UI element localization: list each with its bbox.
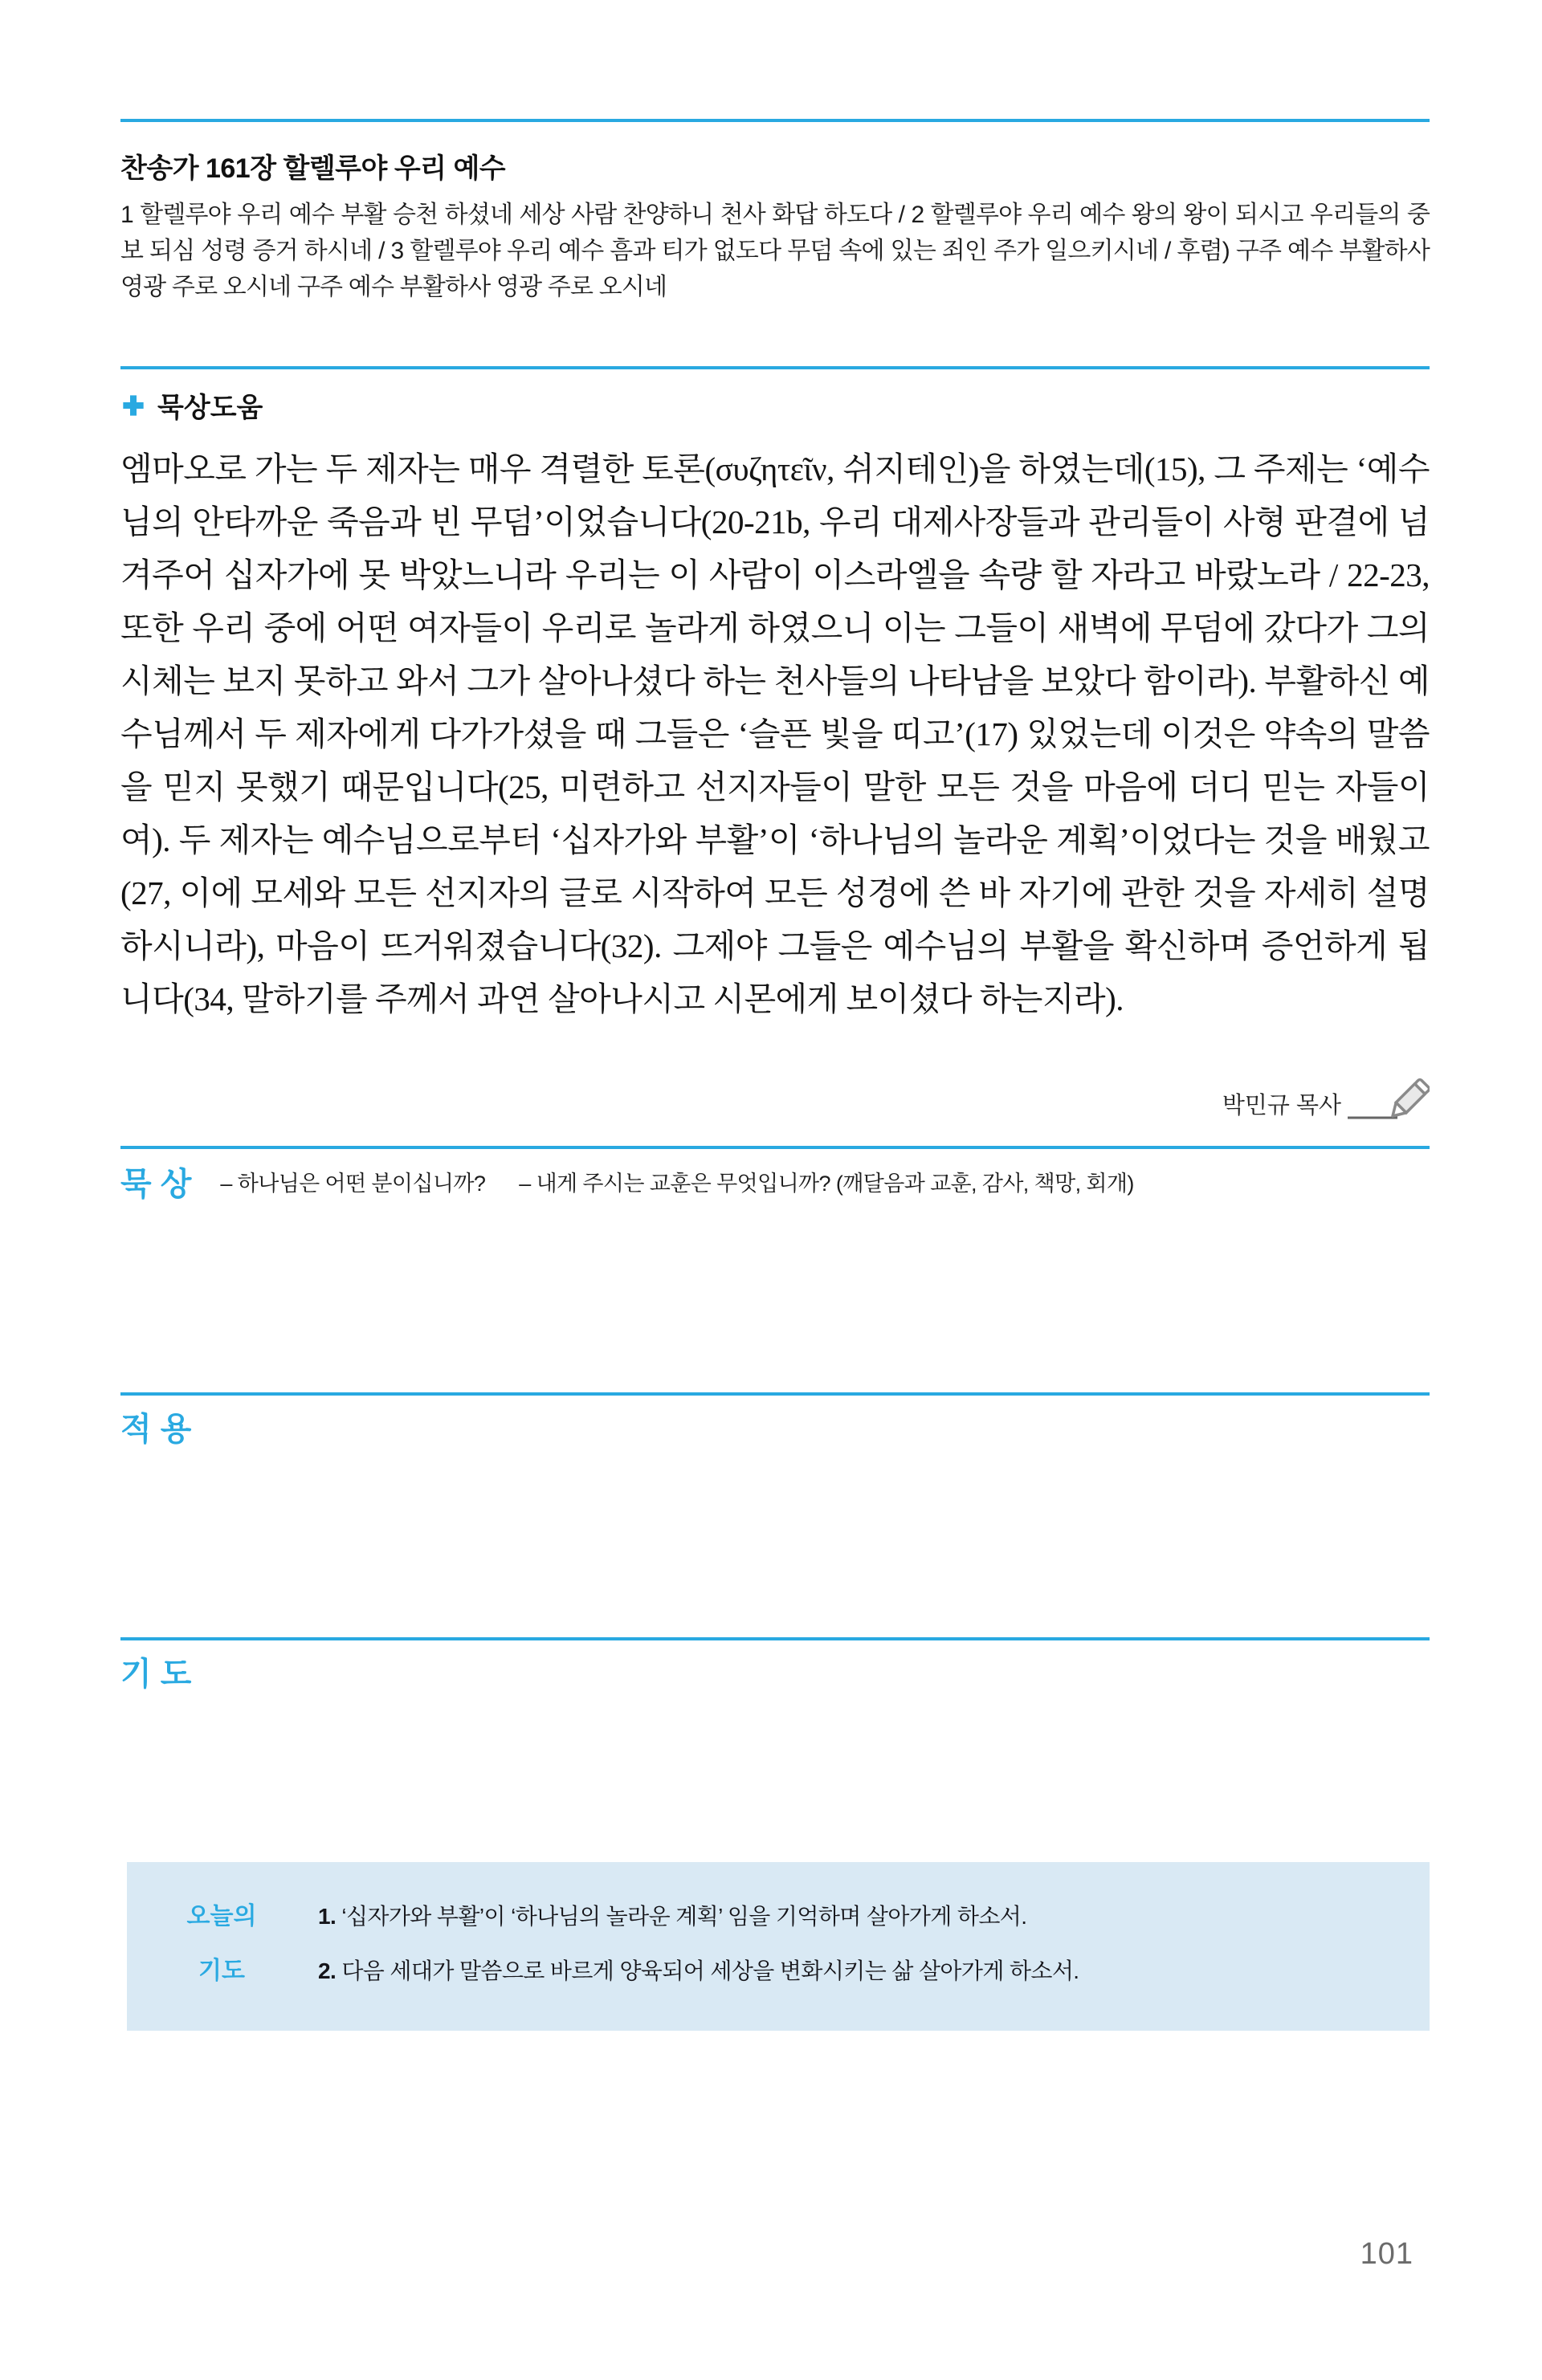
meditation-help-divider: [120, 366, 1430, 369]
todays-prayer-label-line2: 기도: [198, 1958, 245, 1984]
hymn-title: 찬송가 161장 할렐루야 우리 예수: [120, 153, 506, 184]
meditation-divider: [120, 1146, 1430, 1149]
author-name: 박민규 목사: [1222, 1093, 1341, 1119]
pencil-icon: [1346, 1072, 1430, 1130]
top-divider: [120, 119, 1430, 122]
todays-prayer-box: [127, 1862, 1430, 2031]
prayer-item: [318, 1944, 1397, 1999]
todays-prayer-items: [318, 1889, 1397, 1999]
cross-plus-icon: [120, 393, 146, 418]
prayer-item: [318, 1889, 1397, 1944]
application-divider: [120, 1392, 1430, 1396]
hymn-lyrics: 1 할렐루야 우리 예수 부활 승천 하셨네 세상 사람 찬양하니 천사 화답 하도다 / 2 할렐루야 우리 예수 왕의 왕이 되시고 우리들의 중보 되심 성령 증거 하시네 / 3 할렐루야 우리 예수 흠과 티가 없도다 무덤 속에 있는 죄인 주가 일으키시네 / 후렴) 구주 예수 부활하사 영광 주로 오시네 구주 예수 부활하사 영광 주로 오시네: [120, 202, 1430, 300]
meditation-help-header: [120, 385, 1430, 425]
prayer-divider: [120, 1637, 1430, 1640]
prayer-item-number: 2.: [318, 1958, 337, 1983]
page-number: 101: [1360, 2237, 1414, 2271]
prayer-item-number: 1.: [318, 1904, 337, 1929]
meditation-section: [120, 1159, 1430, 1204]
meditation-label: 묵 상: [120, 1167, 192, 1202]
meditation-question-1: – 하나님은 어떤 분이십니까?: [220, 1172, 486, 1196]
todays-prayer-label: [165, 1889, 278, 1999]
prayer-label: 기 도: [120, 1657, 192, 1692]
meditation-help-title: 묵상도움: [157, 393, 263, 423]
prayer-item-text: ‘십자가와 부활’이 ‘하나님의 놀라운 계획’ 임을 기억하며 살아가게 하소서.: [341, 1904, 1027, 1929]
author-row: [120, 1072, 1430, 1130]
meditation-question-2: – 내게 주시는 교훈은 무엇입니까? (깨달음과 교훈, 감사, 책망, 회개): [519, 1172, 1134, 1196]
meditation-help-body: 엠마오로 가는 두 제자는 매우 격렬한 토론(συζητεῖν, 쉬지테인)을 하였는데(15), 그 주제는 ‘예수님의 안타까운 죽음과 빈 무덤’이었습니다(20-21b, 우리 대제사장들과 관리들이 사형 판결에 넘겨주어 십자가에 못 박았느니라 우리는 이 사람이 이스라엘을 속량 할 자라고 바랐노라 / 22-23, 또한 우리 중에 어떤 여자들이 우리로 놀라게 하였으니 이는 그들이 새벽에 무덤에 갔다가 그의 시체는 보지 못하고 와서 그가 살아나셨다 하는 천사들의 나타남을 보았다 함이라). 부활하신 예수님께서 두 제자에게 다가가셨을 때 그들은 ‘슬픈 빛을 띠고’(17) 있었는데 이것은 약속의 말씀을 믿지 못했기 때문입니다(25, 미련하고 선지자들이 말한 모든 것을 마음에 더디 믿는 자들이여). 두 제자는 예수님으로부터 ‘십자가와 부활’이 ‘하나님의 놀라운 계획’이었다는 것을 배웠고(27, 이에 모세와 모든 선지자의 글로 시작하여 모든 성경에 쓴 바 자기에 관한 것을 자세히 설명하시니라), 마음이 뜨거워졌습니다(32). 그제야 그들은 예수님의 부활을 확신하며 증언하게 됩니다(34, 말하기를 주께서 과연 살아나시고 시몬에게 보이셨다 하는지라).: [120, 450, 1430, 1017]
application-label: 적 용: [120, 1412, 192, 1447]
prayer-item-text: 다음 세대가 말씀으로 바르게 양육되어 세상을 변화시키는 삶 살아가게 하소서.: [341, 1958, 1079, 1983]
devotional-page: [0, 119, 1542, 2031]
todays-prayer-label-line1: 오늘의: [186, 1903, 257, 1930]
